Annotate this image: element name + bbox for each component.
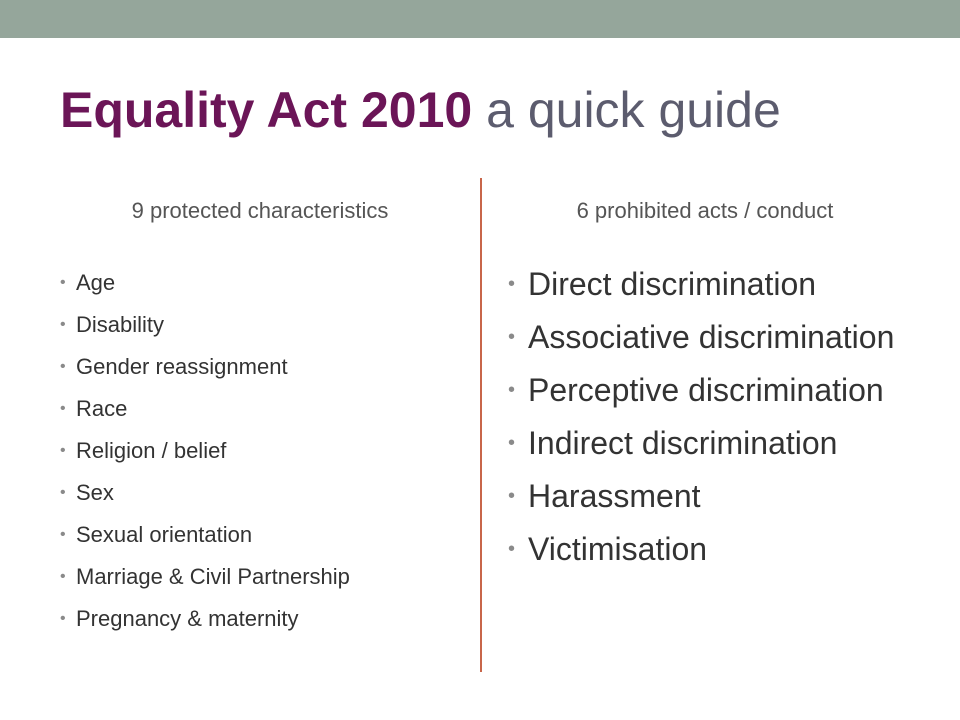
list-item — [508, 368, 928, 413]
list-item-label: Direct discrimination — [528, 266, 817, 302]
list-item — [60, 514, 460, 556]
protected-characteristics-list — [60, 262, 460, 640]
list-item — [60, 304, 460, 346]
list-item-label: Associative discrimination — [528, 319, 895, 355]
list-item-label: Disability — [76, 312, 165, 337]
list-item — [508, 474, 928, 519]
left-column-heading: 9 protected characteristics — [131, 198, 389, 223]
top-accent-bar — [0, 0, 960, 38]
bullet-dot-icon: • — [508, 273, 516, 295]
list-item — [60, 346, 460, 388]
list-item — [508, 262, 928, 307]
list-item-label: Victimisation — [528, 531, 708, 567]
column-divider — [480, 178, 482, 672]
title-bold-part: Equality Act 2010 — [60, 82, 473, 138]
bullet-dot-icon: • — [508, 432, 516, 454]
bullet-dot-icon: • — [508, 485, 516, 507]
bullet-dot-icon: • — [60, 610, 66, 627]
bullet-dot-icon: • — [60, 316, 66, 333]
list-item-label: Pregnancy & maternity — [76, 606, 299, 631]
list-item — [508, 527, 928, 572]
list-item — [60, 388, 460, 430]
right-column-heading: 6 prohibited acts / conduct — [576, 198, 834, 223]
list-item — [508, 315, 928, 360]
list-item — [60, 556, 460, 598]
list-item-label: Religion / belief — [76, 438, 227, 463]
list-item — [60, 430, 460, 472]
list-item-label: Race — [76, 396, 128, 421]
list-item-label: Sexual orientation — [76, 522, 253, 547]
prohibited-acts-list — [508, 262, 928, 580]
list-item — [508, 421, 928, 466]
bullet-dot-icon: • — [60, 484, 66, 501]
bullet-dot-icon: • — [508, 326, 516, 348]
list-item-label: Marriage & Civil Partnership — [76, 564, 350, 589]
list-item-label: Gender reassignment — [76, 354, 288, 379]
list-item-label: Sex — [76, 480, 114, 505]
bullet-dot-icon: • — [60, 568, 66, 585]
bullet-dot-icon: • — [60, 442, 66, 459]
list-item-label: Harassment — [528, 478, 701, 514]
list-item-label: Indirect discrimination — [528, 425, 838, 461]
bullet-dot-icon: • — [508, 379, 516, 401]
bullet-dot-icon: • — [60, 400, 66, 417]
list-item — [60, 472, 460, 514]
bullet-dot-icon: • — [60, 274, 66, 291]
list-item-label: Perceptive discrimination — [528, 372, 884, 408]
list-item — [60, 598, 460, 640]
list-item-label: Age — [76, 270, 116, 295]
bullet-dot-icon: • — [60, 526, 66, 543]
list-item — [60, 262, 460, 304]
bullet-dot-icon: • — [508, 538, 516, 560]
slide-title — [60, 80, 781, 140]
bullet-dot-icon: • — [60, 358, 66, 375]
title-subtitle-part: a quick guide — [486, 82, 781, 138]
